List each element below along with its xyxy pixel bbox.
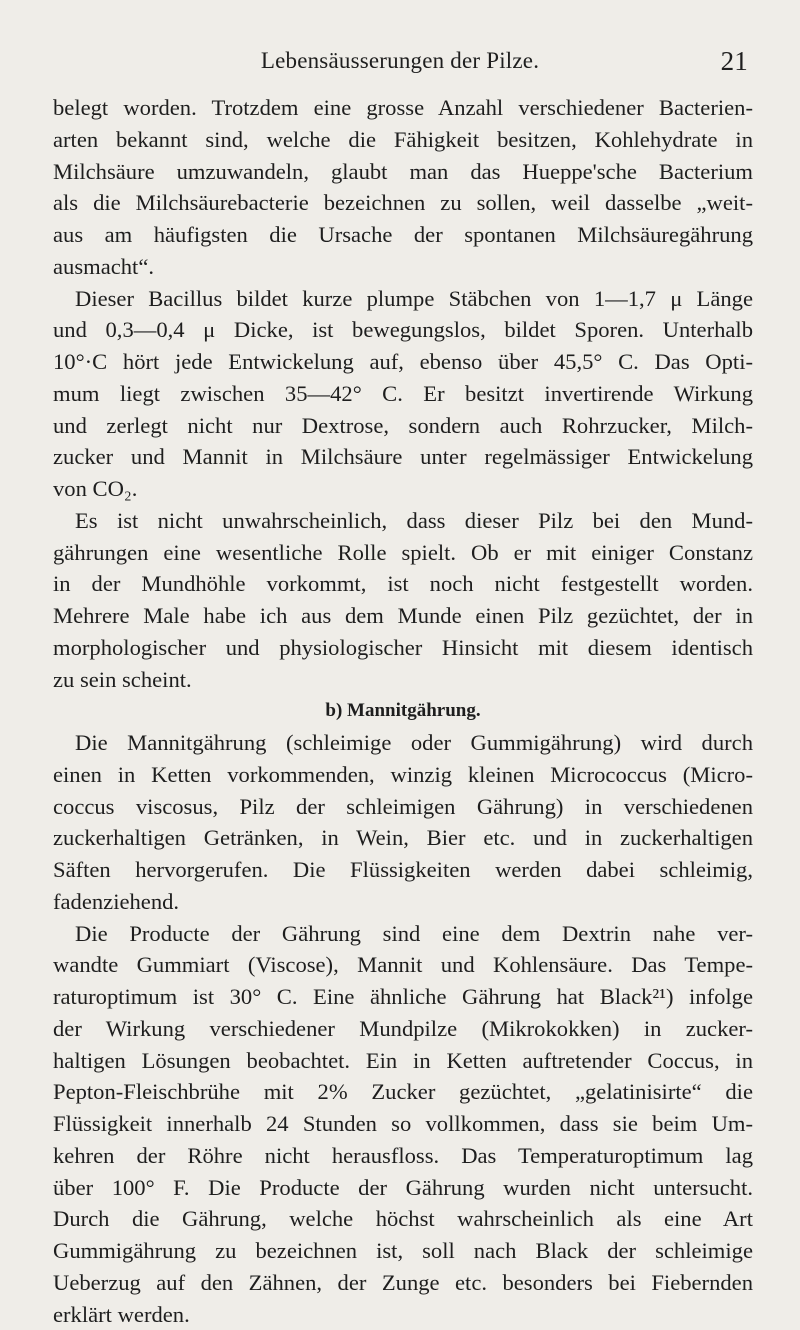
text-line: Säften hervorgerufen. Die Flüssigkeiten werden dabei schleimig, [53, 854, 753, 886]
text-line: als die Milchsäurebacterie bezeichnen zu sollen, weil dasselbe „weit- [53, 187, 753, 219]
text-line: Flüssigkeit innerhalb 24 Stunden so vollkommen, dass sie beim Um- [53, 1108, 753, 1140]
text-line: Milchsäure umzuwandeln, glaubt man das Hueppe'sche Bacterium [53, 156, 753, 188]
text-line: Ueberzug auf den Zähnen, der Zunge etc. besonders bei Fiebernden [53, 1267, 753, 1299]
text-line: über 100° F. Die Producte der Gährung wurden nicht untersucht. [53, 1172, 753, 1204]
body-text [53, 92, 753, 1330]
text-line: belegt worden. Trotzdem eine grosse Anzahl verschiedener Bacterien- [53, 92, 753, 124]
text-line: Gummigährung zu bezeichnen ist, soll nach Black der schleimige [53, 1235, 753, 1267]
text-line: der Wirkung verschiedener Mundpilze (Mikrokokken) in zucker- [53, 1013, 753, 1045]
text-line: Die Producte der Gährung sind eine dem Dextrin nahe ver- [53, 918, 753, 950]
text-line: zu sein scheint. [53, 664, 753, 696]
text-line: Pepton-Fleischbrühe mit 2% Zucker gezüchtet, „gelatinisirte“ die [53, 1076, 753, 1108]
text-line: Es ist nicht unwahrscheinlich, dass dieser Pilz bei den Mund- [53, 505, 753, 537]
text-line: Durch die Gährung, welche höchst wahrscheinlich als eine Art [53, 1203, 753, 1235]
text-line: kehren der Röhre nicht herausfloss. Das Temperaturoptimum lag [53, 1140, 753, 1172]
section-heading: b) Mannitgährung. [53, 695, 753, 727]
text-line: und 0,3—0,4 μ Dicke, ist bewegungslos, bildet Sporen. Unterhalb [53, 314, 753, 346]
text-line: 10°·C hört jede Entwickelung auf, ebenso über 45,5° C. Das Opti- [53, 346, 753, 378]
text-line: haltigen Lösungen beobachtet. Ein in Ketten auftretender Coccus, in [53, 1045, 753, 1077]
text-line: gährungen eine wesentliche Rolle spielt. Ob er mit einiger Constanz [53, 537, 753, 569]
text-line: zuckerhaltigen Getränken, in Wein, Bier etc. und in zuckerhaltigen [53, 822, 753, 854]
text-line: arten bekannt sind, welche die Fähigkeit besitzen, Kohlehydrate in [53, 124, 753, 156]
text-line: Die Mannitgährung (schleimige oder Gummigährung) wird durch [53, 727, 753, 759]
text-line: ausmacht“. [53, 251, 753, 283]
text-line: raturoptimum ist 30° C. Eine ähnliche Gährung hat Black²¹) infolge [53, 981, 753, 1013]
text-line: erklärt werden. [53, 1299, 753, 1330]
text-line: in der Mundhöhle vorkommt, ist noch nicht festgestellt worden. [53, 568, 753, 600]
text-line: einen in Ketten vorkommenden, winzig kleinen Micrococcus (Micro- [53, 759, 753, 791]
text-line: fadenziehend. [53, 886, 753, 918]
text-line: mum liegt zwischen 35—42° C. Er besitzt invertirende Wirkung [53, 378, 753, 410]
page-number: 21 [721, 46, 748, 77]
running-title: Lebensäusserungen der Pilze. [0, 48, 800, 74]
text-line: von CO₂. [53, 473, 753, 505]
text-line: zucker und Mannit in Milchsäure unter regelmässiger Entwickelung [53, 441, 753, 473]
text-line: und zerlegt nicht nur Dextrose, sondern auch Rohrzucker, Milch- [53, 410, 753, 442]
text-line: wandte Gummiart (Viscose), Mannit und Kohlensäure. Das Tempe- [53, 949, 753, 981]
text-line: coccus viscosus, Pilz der schleimigen Gährung) in verschiedenen [53, 791, 753, 823]
text-line: aus am häufigsten die Ursache der spontanen Milchsäuregährung [53, 219, 753, 251]
text-line: morphologischer und physiologischer Hinsicht mit diesem identisch [53, 632, 753, 664]
text-line: Dieser Bacillus bildet kurze plumpe Stäbchen von 1—1,7 μ Länge [53, 283, 753, 315]
text-line: Mehrere Male habe ich aus dem Munde einen Pilz gezüchtet, der in [53, 600, 753, 632]
